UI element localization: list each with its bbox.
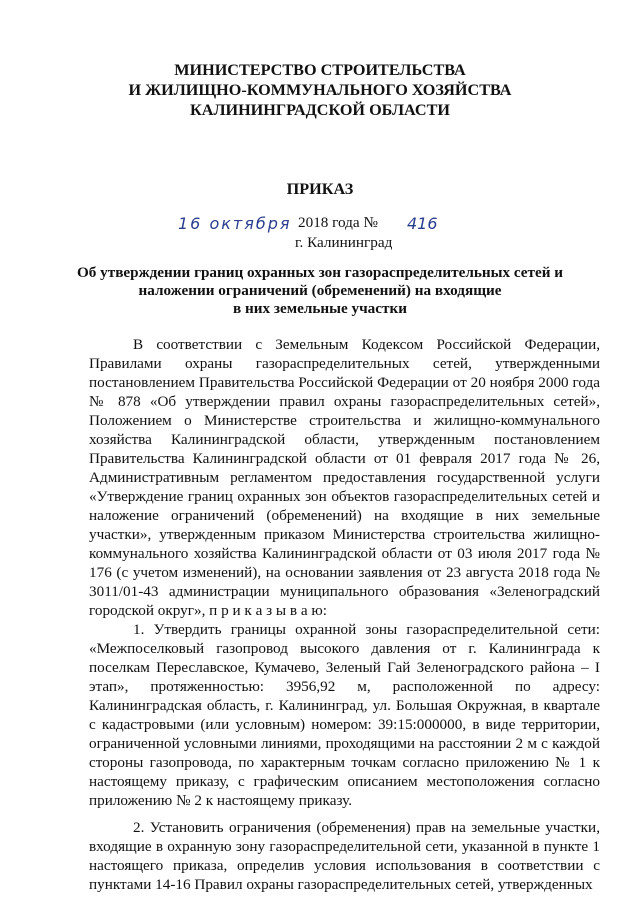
- ministry-header-line-2: И ЖИЛИЩНО-КОММУНАЛЬНОГО ХОЗЯЙСТВА: [128, 81, 512, 99]
- handwritten-date: 16 октября: [178, 214, 292, 233]
- preamble-paragraph: В соответствии с Земельным Кодексом Российской Федерации, Правилами охраны газораспределительных сетей, утвержденными постановлением Правительства Российской Федерации от 20 ноября 2000 года № 878 «Об утверждении правил охраны газораспределительных сетей», Положением о Министерстве строительства и жилищно-коммунального хозяйства Калининградской области, утвержденным постановлением Правительства Калининградской области от 01 февраля 2017 года № 26, Административным регламентом предоставления государственной услуги «Утверждение границ охранных зон объектов газораспределительных сетей и наложение ограничений (обременений) на входящие в них земельные участки», утвержденным приказом Министерства строительства жилищно-коммунального хозяйства Калининградской области от 03 июля 2017 года № 176 (с учетом изменений), на основании заявления от 23 августа 2018 года № 3011/01-43 администрации муниципального образования «Зеленоградский городской округ», п р и к а з ы в а ю:: [89, 336, 600, 619]
- document-type-title: ПРИКАЗ: [286, 180, 354, 198]
- order-subject: [0, 264, 640, 318]
- year-and-number-label: 2018 года №: [298, 214, 378, 231]
- handwritten-order-number: 416: [407, 214, 438, 233]
- order-subject-line-3: в них земельные участки: [233, 300, 407, 317]
- clause-1-paragraph: 1. Утвердить границы охранной зоны газораспределительной сети: «Межпоселковый газопровод высокого давления от г. Калининграда к поселкам Переславское, Кумачево, Зеленый Гай Зеленоградского района – I этап», протяженностью: 3956,92 м, расположенной по адресу: Калининградская область, г. Калининград, ул. Большая Окружная, в квартале с кадастровыми (или условным) номером: 39:15:000000, в виде территории, ограниченной условными линиями, проходящими на расстоянии 2 м с каждой стороны газопровода, по характерным точкам согласно приложению № 1 к настоящему приказу, с графическим описанием местоположения согласно приложению № 2 к настоящему приказу.: [89, 621, 600, 809]
- ministry-header: [0, 60, 640, 120]
- clause-2-paragraph: 2. Установить ограничения (обременения) прав на земельные участки, входящие в охранную зону газораспределительной сети, указанной в пункте 1 настоящего приказа, определив условия использования в соответствии с пунктами 14-16 Правил охраны газораспределительных сетей, утвержденных: [89, 819, 600, 893]
- ministry-header-line-3: КАЛИНИНГРАДСКОЙ ОБЛАСТИ: [190, 101, 450, 119]
- order-subject-line-1: Об утверждении границ охранных зон газораспределительных сетей и: [76, 264, 564, 281]
- document-body: [89, 335, 600, 894]
- city-line: г. Калининград: [295, 234, 393, 251]
- ministry-header-line-1: МИНИСТЕРСТВО СТРОИТЕЛЬСТВА: [174, 61, 466, 79]
- order-subject-line-2: наложении ограничений (обременений) на входящие: [138, 282, 502, 299]
